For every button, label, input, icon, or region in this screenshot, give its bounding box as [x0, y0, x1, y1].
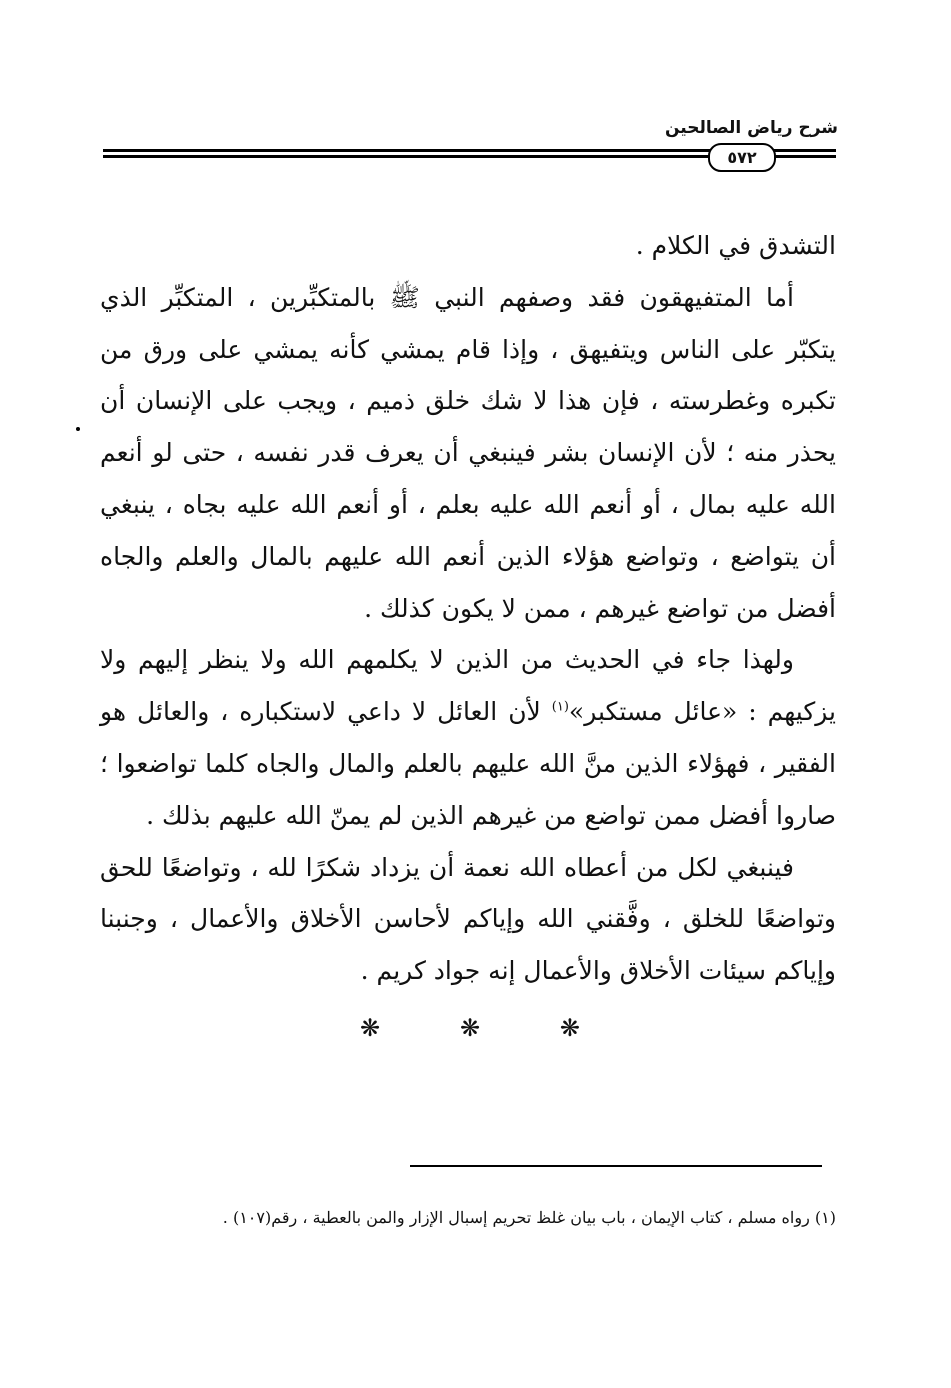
- paragraph-3-start: ولهذا جاء في الحديث من الذين لا يكلمهم الله ولا ينظر إليهم ولا يزكيهم : «عائل مستكبر»: [100, 645, 836, 727]
- footnote: (١) رواه مسلم ، كتاب الإيمان ، باب بيان غلظ تحريم إسبال الإزار والمن بالعطية ، رقم(١٠٧) .: [222, 1208, 836, 1227]
- page-number: ٥٧٢: [727, 148, 757, 167]
- separator-star-icon: ❋: [360, 1014, 381, 1042]
- footnote-reference[interactable]: (١): [551, 699, 569, 715]
- page-number-badge: [708, 143, 776, 172]
- footnote-rule: [410, 1165, 822, 1167]
- paragraph-3-end: لأن العائل لا داعي لاستكباره ، والعائل هو الفقير ، فهؤلاء الذين منَّ الله عليهم بالعلم والمال والجاه كلما تواضعوا ؛ صاروا أفضل ممن تواضع من غيرهم الذين لم يمنّ الله عليهم بذلك .: [100, 697, 836, 830]
- paragraph-2: أما المتفيهقون فقد وصفهم النبي ﷺ بالمتكبِّرين ، المتكبِّر الذي يتكبّر على الناس ويتفيهق ، وإذا قام يمشي كأنه يمشي على ورق من تكبره وغطرسته ، فإن هذا لا شك خلق ذميم ، ويجب على الإنسان أن يحذر منه ؛ لأن الإنسان بشر فينبغي أن يعرف قدر نفسه ، حتى لو أنعم الله عليه بمال ، أو أنعم الله عليه بعلم ، أو أنعم الله عليه بجاه ، ينبغي أن يتواضع ، وتواضع هؤلاء الذين أنعم الله عليهم بالمال والعلم والجاه أفضل من تواضع غيرهم ، ممن لا يكون كذلك .: [100, 282, 836, 623]
- running-title: شرح رياض الصالحين: [664, 118, 838, 138]
- separator-star-icon: ❋: [559, 1014, 580, 1042]
- paragraph-4: فينبغي لكل من أعطاه الله نعمة أن يزداد شكرًا لله ، وتواضعًا للحق وتواضعًا للخلق ، وفَّقني الله وإياكم لأحاسن الأخلاق والأعمال ، وجنبنا وإياكم سيئات الأخلاق والأعمال إنه جواد كريم .: [100, 852, 836, 986]
- main-text: [100, 220, 836, 997]
- separator-star-icon: ❋: [459, 1014, 481, 1042]
- margin-dot: [76, 427, 80, 431]
- section-separator: [360, 1014, 580, 1042]
- paragraph-1: التشدق في الكلام .: [635, 231, 836, 260]
- paragraph-3: [100, 634, 836, 841]
